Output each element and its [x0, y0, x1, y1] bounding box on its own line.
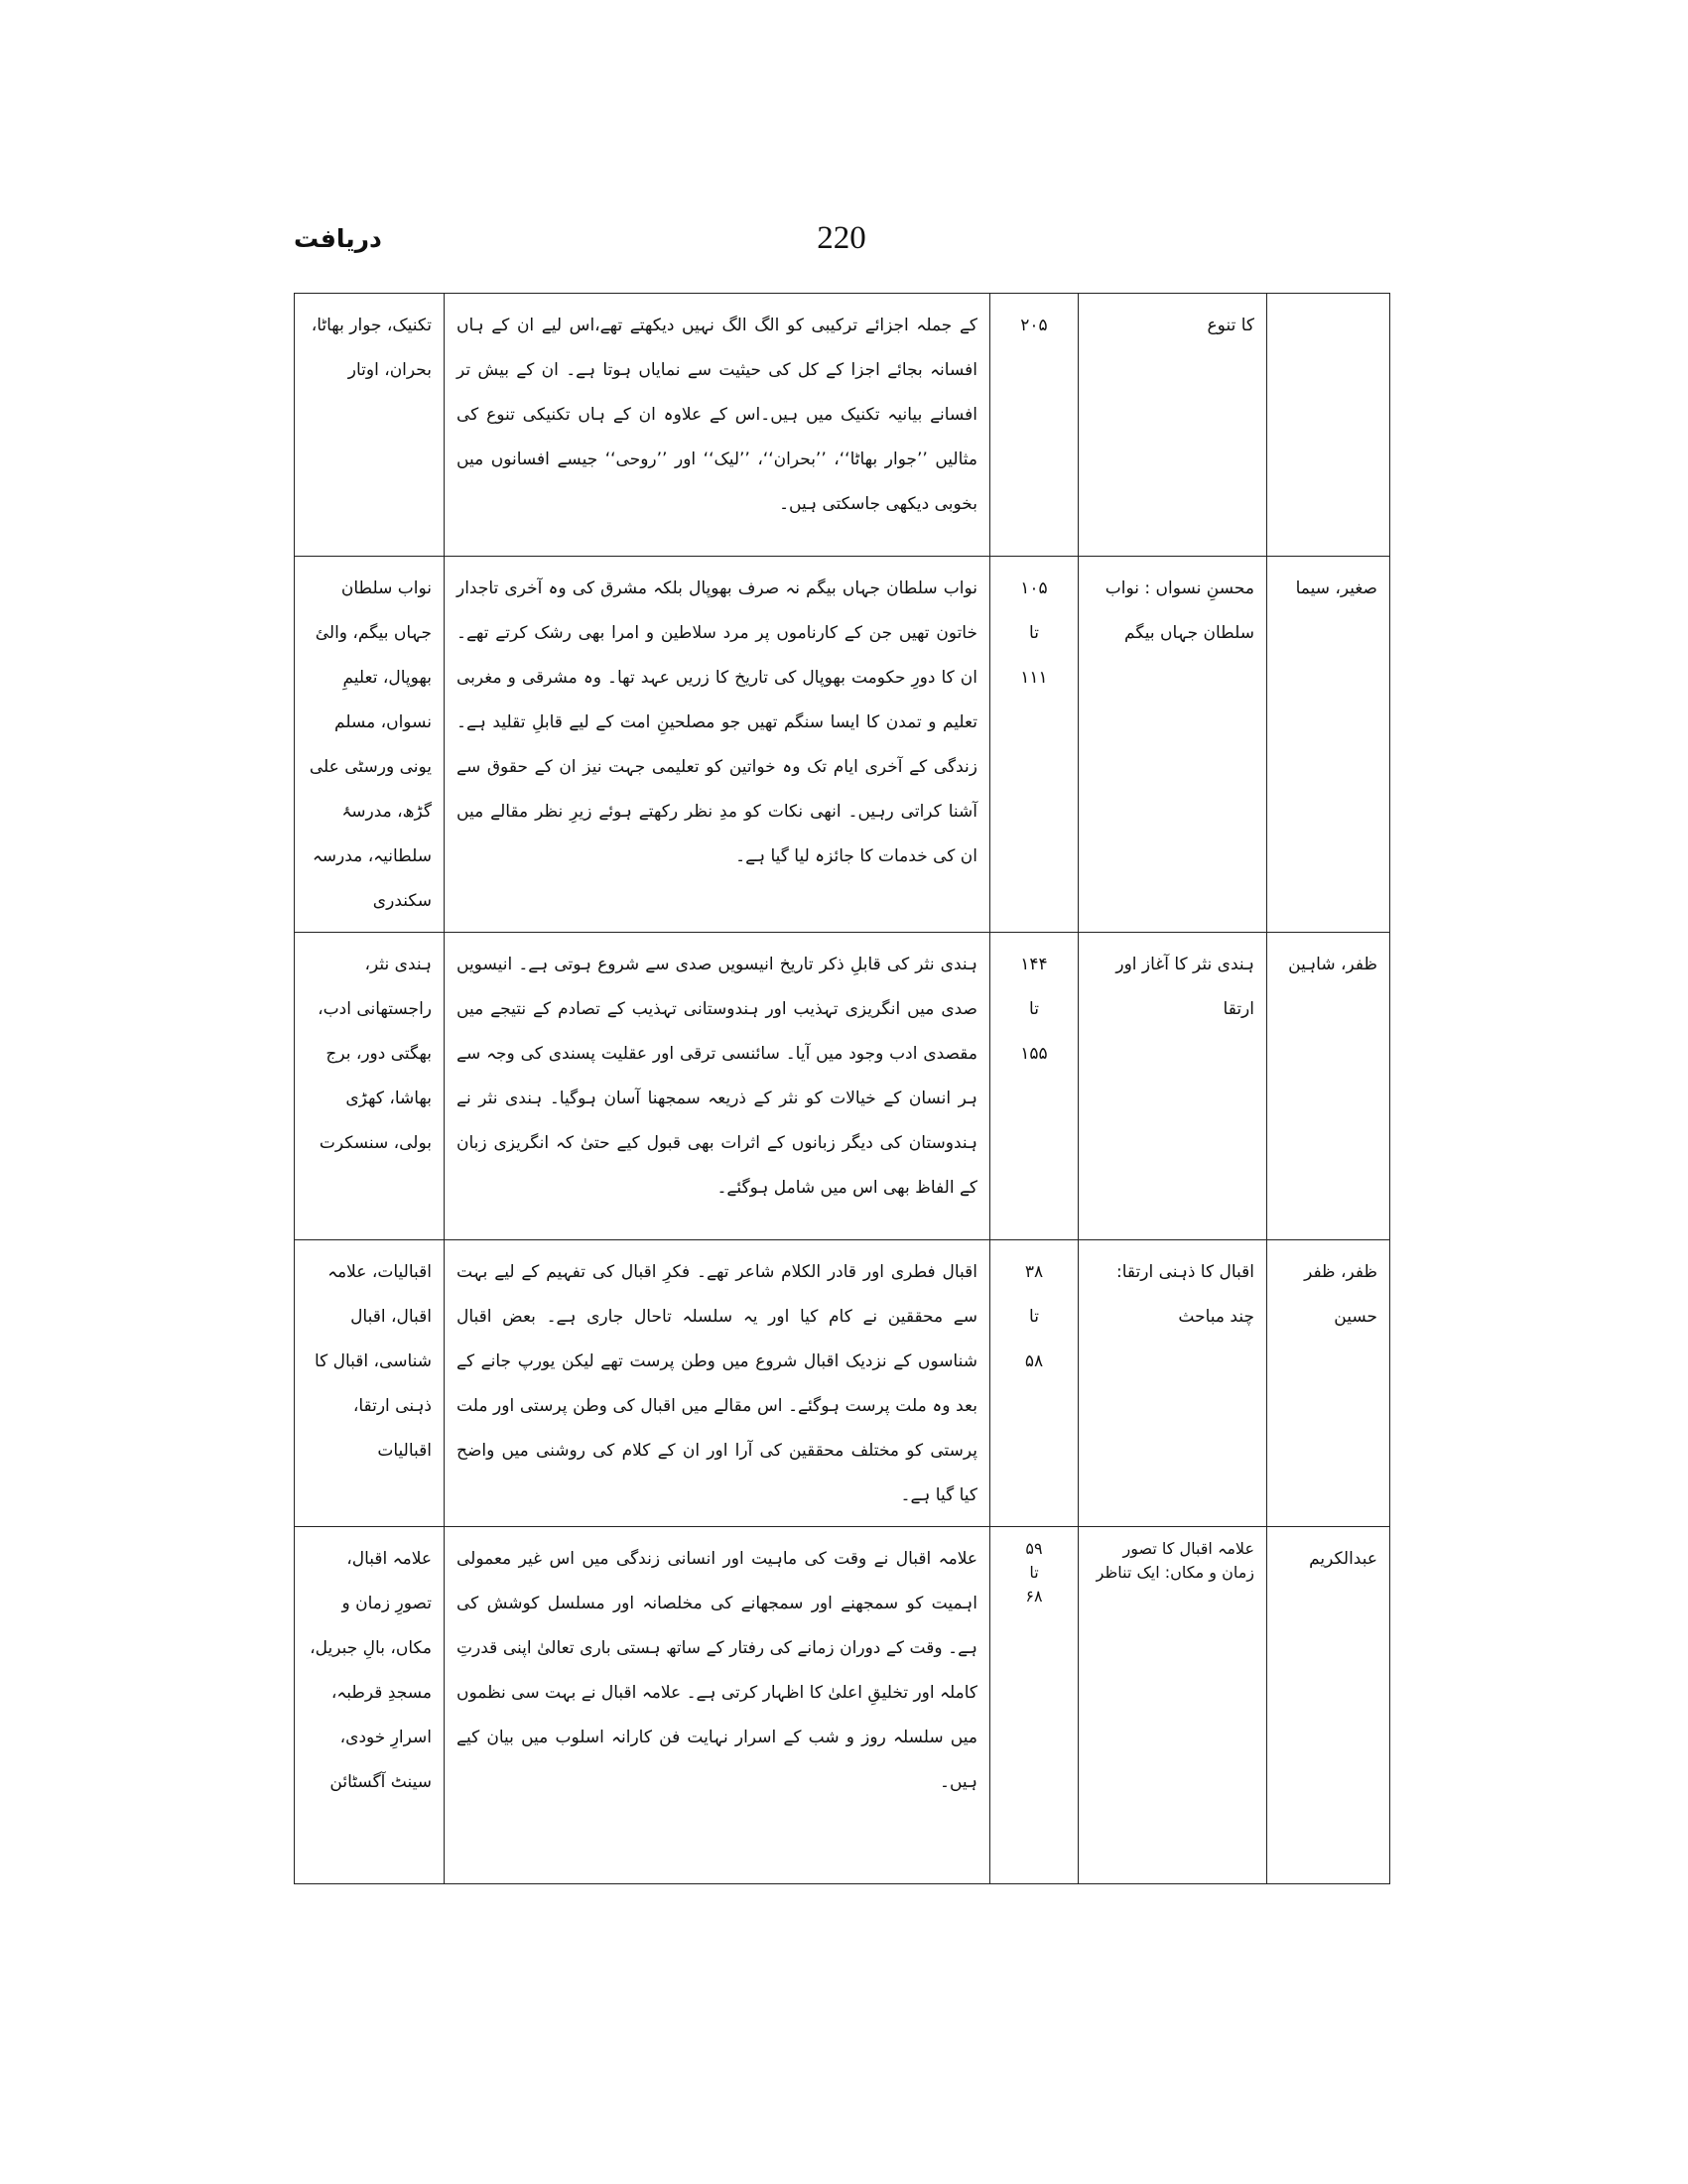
- title-cell: اقبال کا ذہنی ارتقا: چند مباحث: [1079, 1240, 1267, 1527]
- page-range-separator: تا: [1029, 999, 1039, 1019]
- index-table: [294, 293, 1390, 1884]
- page-start: ۳۸: [1024, 1262, 1044, 1282]
- summary-cell: کے جملہ اجزائے ترکیبی کو الگ الگ نہیں دیکھتے تھے،اس لیے ان کے ہاں افسانہ بجائے اجزا کے کل کی حیثیت سے نمایاں ہوتا ہے۔ ان کے بیش تر افسانے بیانیہ تکنیک میں ہیں۔اس کے علاوہ ان کے ہاں تکنیکی تنوع کی مثالیں ’’جوار بھاٹا‘‘، ’’بحران‘‘، ’’لیک‘‘ اور ’’روحی‘‘ جیسے افسانوں میں بخوبی دیکھی جاسکتی ہیں۔: [445, 294, 990, 557]
- title-cell: ہندی نثر کا آغاز اور ارتقا: [1079, 933, 1267, 1240]
- page-end: ۶۸: [1025, 1587, 1043, 1606]
- pages-cell: [990, 1240, 1079, 1527]
- author-cell: ظفر، ظفر حسین: [1267, 1240, 1390, 1527]
- title-cell: کا تنوع: [1079, 294, 1267, 557]
- keywords-cell: اقبالیات، علامہ اقبال، اقبال شناسی، اقبال کا ذہنی ارتقا، اقبالیات: [295, 1240, 445, 1527]
- table-row: [295, 557, 1390, 933]
- summary-cell: اقبال فطری اور قادر الکلام شاعر تھے۔ فکرِ اقبال کی تفہیم کے لیے بہت سے محققین نے کام کیا اور یہ سلسلہ تاحال جاری ہے۔ بعض اقبال شناسوں کے نزدیک اقبال شروع میں وطن پرست تھے لیکن یورپ جانے کے بعد وہ ملت پرست ہوگئے۔ اس مقالے میں اقبال کی وطن پرستی اور ملت پرستی کو مختلف محققین کی آرا اور ان کے کلام کی روشنی میں واضح کیا گیا ہے۔: [445, 1240, 990, 1527]
- pages-cell: [990, 1527, 1079, 1884]
- page-end: ۵۸: [1024, 1351, 1044, 1371]
- page-start: ۱۰۵: [1020, 578, 1048, 598]
- summary-cell: ہندی نثر کی قابلِ ذکر تاریخ انیسویں صدی سے شروع ہوتی ہے۔ انیسویں صدی میں انگریزی تہذیب اور ہندوستانی تہذیب کے تصادم کے نتیجے میں مقصدی ادب وجود میں آیا۔ سائنسی ترقی اور عقلیت پسندی کی وجہ سے ہر انسان کے خیالات کو نثر کے ذریعہ سمجھنا آسان ہوگیا۔ ہندی نثر نے ہندوستان کی دیگر زبانوں کے اثرات بھی قبول کیے حتیٰ کہ انگریزی زبان کے الفاظ بھی اس میں شامل ہوگئے۔: [445, 933, 990, 1240]
- author-cell: ظفر، شاہین: [1267, 933, 1390, 1240]
- page-end: ۱۵۵: [1020, 1044, 1048, 1064]
- page-header: [294, 220, 1389, 264]
- table-row: [295, 294, 1390, 557]
- author-cell: [1267, 294, 1390, 557]
- keywords-cell: ہندی نثر، راجستھانی ادب، بھگتی دور، برج بھاشا، کھڑی بولی، سنسکرت: [295, 933, 445, 1240]
- pages-cell: [990, 933, 1079, 1240]
- author-cell: عبدالکریم: [1267, 1527, 1390, 1884]
- table-row: [295, 933, 1390, 1240]
- summary-cell: علامہ اقبال نے وقت کی ماہیت اور انسانی زندگی میں اس غیر معمولی اہمیت کو سمجھنے اور سمجھانے کی مخلصانہ اور مسلسل کوشش کی ہے۔ وقت کے دوران زمانے کی رفتار کے ساتھ ہستی باری تعالیٰ اپنی قدرتِ کاملہ اور تخلیقِ اعلیٰ کا اظہار کرتی ہے۔ علامہ اقبال نے بہت سی نظموں میں سلسلہ روز و شب کے اسرار نہایت فن کارانہ اسلوب میں بیان کیے ہیں۔: [445, 1527, 990, 1884]
- page-number: 220: [817, 220, 866, 256]
- page-end: ۱۱۱: [1020, 668, 1048, 688]
- summary-cell: نواب سلطان جہاں بیگم نہ صرف بھوپال بلکہ مشرق کی وہ آخری تاجدار خاتون تھیں جن کے کارناموں پر مرد سلاطین و امرا بھی رشک کرتے تھے۔ ان کا دورِ حکومت بھوپال کی تاریخ کا زریں عہد تھا۔ وہ مشرقی و مغربی تعلیم و تمدن کا ایسا سنگم تھیں جو مصلحینِ امت کے لیے قابلِ تقلید ہے۔ زندگی کے آخری ایام تک وہ خواتین کو تعلیمی جہت نیز ان کے حقوق سے آشنا کراتی رہیں۔ انھی نکات کو مدِ نظر رکھتے ہوئے زیرِ نظر مقالے میں ان کی خدمات کا جائزہ لیا گیا ہے۔: [445, 557, 990, 933]
- page-range-separator: تا: [1029, 1307, 1039, 1327]
- author-cell: صغیر، سیما: [1267, 557, 1390, 933]
- page-start: ۱۴۴: [1020, 955, 1048, 974]
- keywords-cell: علامہ اقبال، تصورِ زمان و مکاں، بالِ جبریل، مسجدِ قرطبہ، اسرارِ خودی، سینٹ آگسٹائن: [295, 1527, 445, 1884]
- journal-name: دریافت: [294, 224, 382, 253]
- page-start: ۲۰۵: [1020, 316, 1048, 335]
- keywords-cell: تکنیک، جوار بھاٹا، بحران، اوتار: [295, 294, 445, 557]
- page-range-separator: تا: [1029, 623, 1039, 643]
- title-cell: علامہ اقبال کا تصور زمان و مکاں: ایک تناظر: [1079, 1527, 1267, 1884]
- title-cell: محسنِ نسواں : نواب سلطان جہاں بیگم: [1079, 557, 1267, 933]
- table-row: [295, 1240, 1390, 1527]
- keywords-cell: نواب سلطان جہاں بیگم، والئ بھوپال، تعلیمِ نسواں، مسلم یونی ورسٹی علی گڑھ، مدرسۂ سلطانیہ، مدرسہ سکندری: [295, 557, 445, 933]
- page-start: ۵۹: [1025, 1539, 1043, 1558]
- page-range-separator: تا: [1029, 1563, 1039, 1582]
- pages-cell: [990, 294, 1079, 557]
- pages-cell: [990, 557, 1079, 933]
- table-row: [295, 1527, 1390, 1884]
